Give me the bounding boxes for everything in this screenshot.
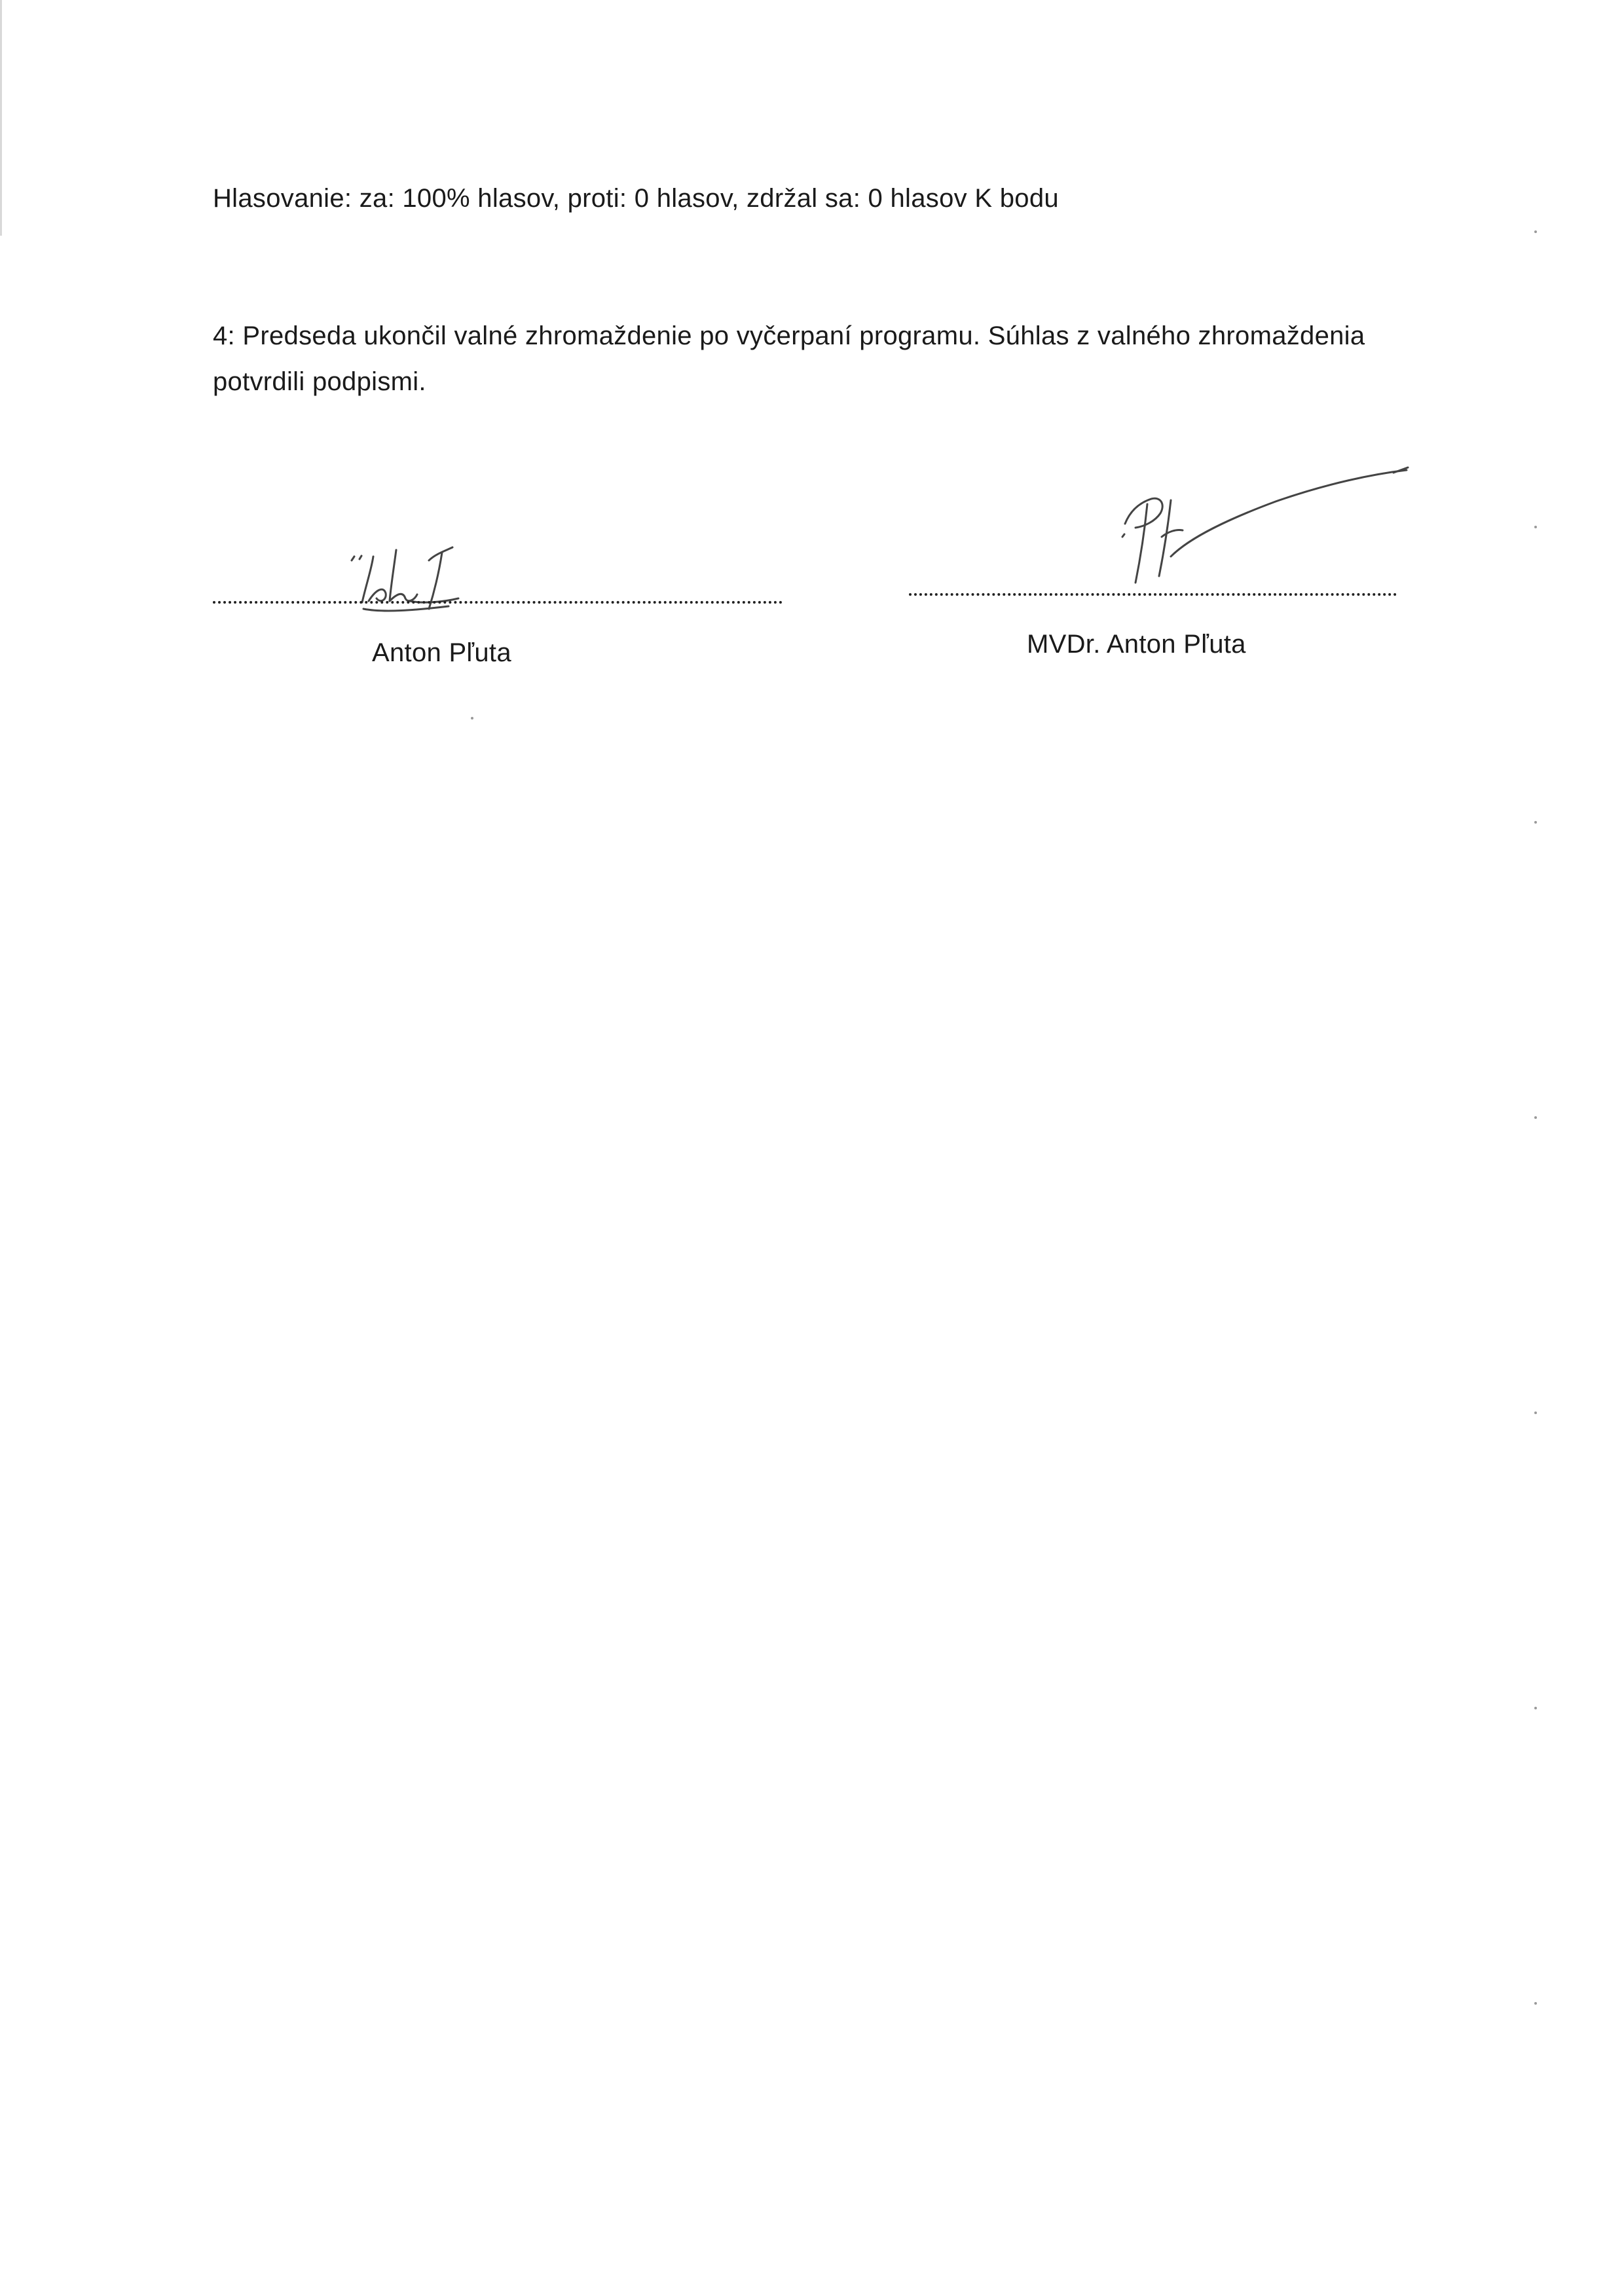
signature-line-left — [213, 601, 783, 604]
scan-speck — [1534, 1412, 1537, 1414]
scan-speck — [1534, 230, 1537, 233]
scan-speck — [1534, 1707, 1537, 1709]
signatory-name-right: MVDr. Anton Pľuta — [1027, 630, 1246, 659]
closing-statement-text: 4: Predseda ukončil valné zhromaždenie po vyčerpaní programu. Súhlas z valného zhromaždenia potvrdili podpismi. — [213, 321, 1365, 396]
scan-edge — [0, 0, 2, 236]
scan-speck — [1534, 821, 1537, 824]
voting-result-text: Hlasovanie: za: 100% hlasov, proti: 0 hlasov, zdržal sa: 0 hlasov K bodu — [213, 184, 1059, 213]
scan-speck — [1534, 2002, 1537, 2005]
scan-speck — [471, 717, 473, 720]
scan-speck — [1534, 526, 1537, 528]
scan-speck — [1534, 1116, 1537, 1119]
signatory-name-left: Anton Pľuta — [372, 638, 511, 667]
handwritten-signature-right — [1079, 458, 1538, 596]
signature-line-right — [909, 593, 1397, 596]
handwritten-signature-left — [337, 530, 534, 648]
